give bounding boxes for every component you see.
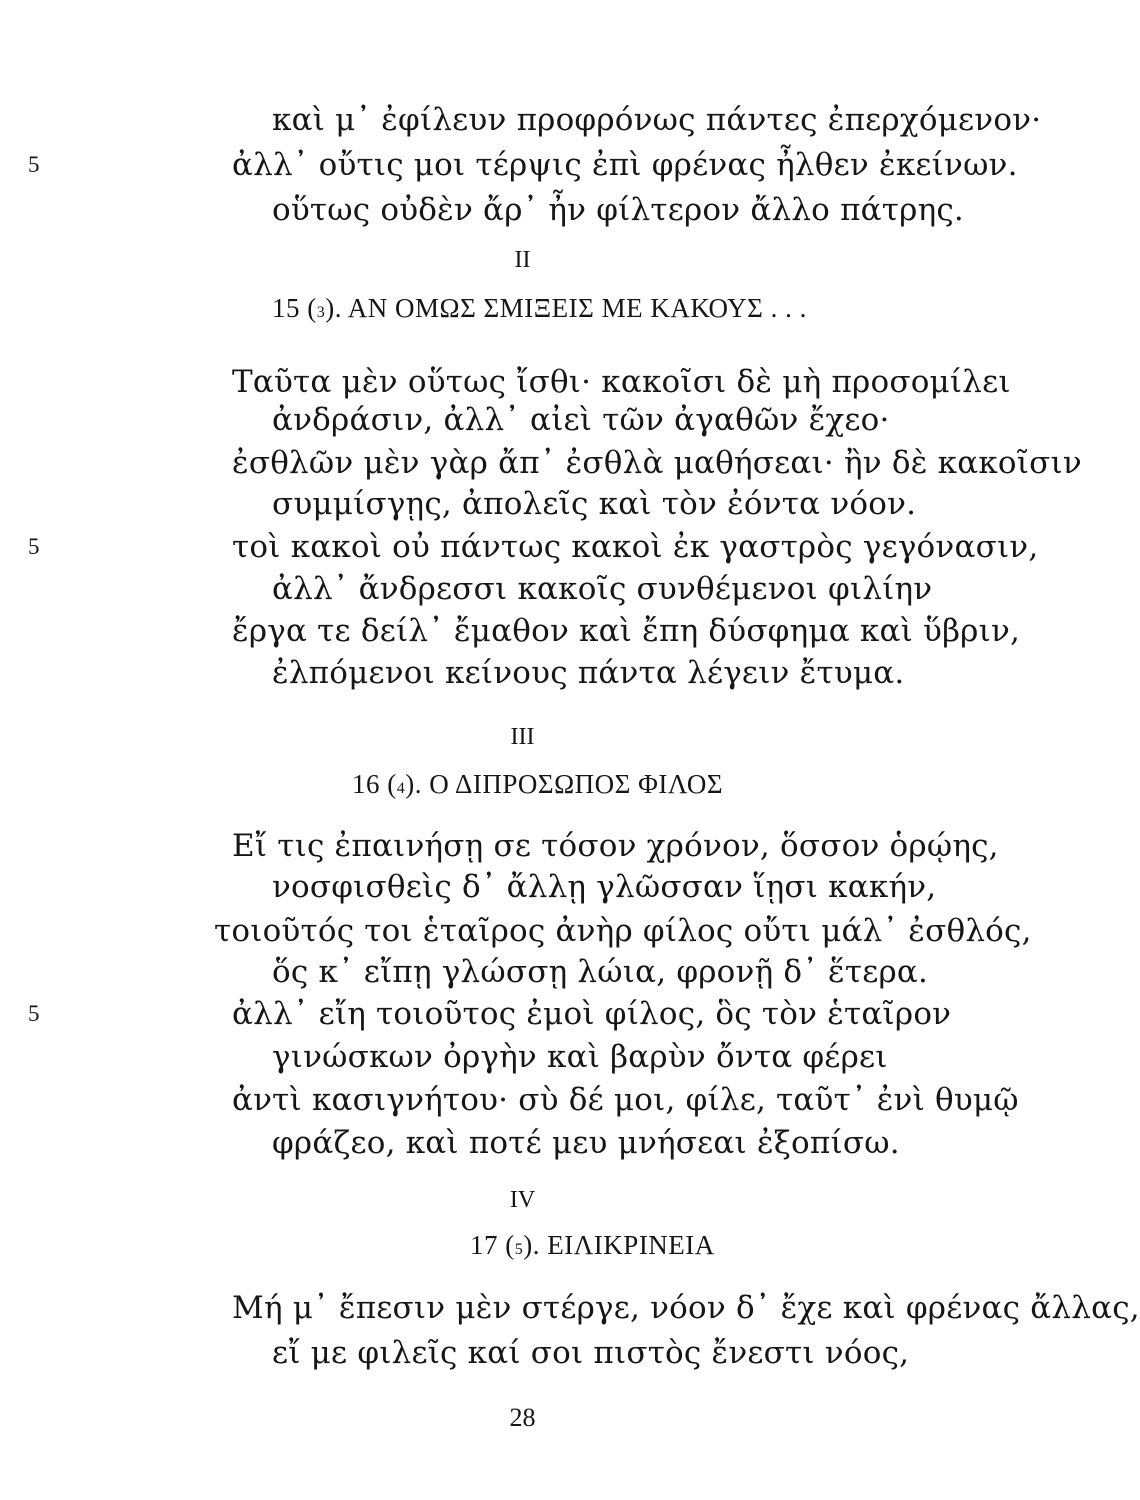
verse-line: Μή μ᾽ ἔπεσιν μὲν στέργε, νόον δ᾽ ἔχε καὶ φρένας ἄλλας, [232, 1290, 1140, 1326]
poem-title: ΕΙΛΙΚΡΙΝΕΙΑ [547, 1230, 715, 1260]
verse-line: καὶ μ᾽ ἐφίλευν προφρόνως πάντες ἐπερχόμενον· [272, 102, 1042, 138]
verse-line: εἴ με φιλεῖς καί σοι πιστὸς ἔνεστι νόος, [272, 1335, 910, 1371]
verse-line: ὅς κ᾽ εἴπῃ γλώσσῃ λώια, φρονῇ δ᾽ ἕτερα. [272, 954, 929, 990]
poem-number: 16 [352, 769, 380, 799]
verse-line: ἐλπόμενοι κείνους πάντα λέγειν ἔτυμα. [272, 655, 905, 691]
verse-line: γινώσκων ὀργὴν καὶ βαρὺν ὄντα φέρει [272, 1039, 888, 1075]
poem-heading: 15 (3). ΑΝ ΟΜΩΣ ΣΜΙΞΕΙΣ ΜΕ ΚΑΚΟΥΣ . . . [272, 293, 807, 323]
verse-line: Εἴ τις ἐπαινήσῃ σε τόσον χρόνον, ὅσσον ὁρῴης, [232, 828, 999, 864]
line-number: 5 [28, 534, 40, 559]
line-number: 5 [28, 1001, 40, 1026]
section-roman-numeral: II [514, 247, 531, 273]
section-roman-numeral: III [510, 724, 535, 750]
verse-line: οὕτως οὐδὲν ἄρ᾽ ἦν φίλτερον ἄλλο πάτρης. [272, 192, 964, 228]
verse-line: τοιοῦτός τοι ἑταῖρος ἀνὴρ φίλος οὔτι μάλ᾽ ἐσθλός, [214, 913, 1032, 949]
verse-line: ἐσθλῶν μὲν γὰρ ἄπ᾽ ἐσθλὰ μαθήσεαι· ἢν δὲ κακοῖσιν [232, 445, 1082, 481]
verse-line: συμμίσγῃς, ἀπολεῖς καὶ τὸν ἐόντα νόον. [272, 486, 917, 522]
verse-line: ἀλλ᾽ οὔτις μοι τέρψις ἐπὶ φρένας ἦλθεν ἐκείνων. [232, 147, 1018, 183]
verse-line: ἔργα τε δείλ᾽ ἔμαθον καὶ ἔπη δύσφημα καὶ ὕβριν, [232, 613, 1021, 649]
verse-line: ἀλλ᾽ εἴη τοιοῦτος ἐμοὶ φίλος, ὃς τὸν ἑταῖρον [232, 996, 952, 1032]
verse-line: ἀλλ᾽ ἄνδρεσσι κακοῖς συνθέμενοι φιλίην [272, 571, 933, 607]
verse-line: ἀντὶ κασιγνήτου· σὺ δέ μοι, φίλε, ταῦτ᾽ ἐνὶ θυμῷ [232, 1082, 1019, 1118]
poem-number: 15 [272, 293, 300, 323]
poem-ref: 3 [316, 304, 326, 321]
verse-line: φράζεο, καὶ ποτέ μευ μνήσεαι ἐξοπίσω. [272, 1125, 900, 1161]
verse-line: ἀνδράσιν, ἀλλ᾽ αἰεὶ τῶν ἀγαθῶν ἔχεο· [272, 402, 890, 438]
poem-number: 17 [470, 1230, 498, 1260]
poem-heading: 16 (4). Ο ΔΙΠΡΟΣΩΠΟΣ ΦΙΛΟΣ [352, 769, 724, 799]
poem-title: ΑΝ ΟΜΩΣ ΣΜΙΞΕΙΣ ΜΕ ΚΑΚΟΥΣ . . . [347, 293, 807, 323]
section-roman-numeral: IV [509, 1187, 536, 1213]
poem-ref: 5 [514, 1241, 524, 1258]
poem-heading: 17 (5). ΕΙΛΙΚΡΙΝΕΙΑ [470, 1230, 715, 1260]
line-number: 5 [28, 152, 40, 177]
verse-line: Ταῦτα μὲν οὕτως ἴσθι· κακοῖσι δὲ μὴ προσομίλει [232, 364, 1011, 400]
poem-title: Ο ΔΙΠΡΟΣΩΠΟΣ ΦΙΛΟΣ [429, 769, 724, 799]
verse-line: τοὶ κακοὶ οὐ πάντως κακοὶ ἐκ γαστρὸς γεγόνασιν, [232, 529, 1039, 565]
poem-ref: 4 [396, 780, 406, 797]
verse-line: νοσφισθεὶς δ᾽ ἄλλῃ γλῶσσαν ἵῃσι κακήν, [272, 869, 937, 905]
page-number: 28 [509, 1403, 536, 1432]
